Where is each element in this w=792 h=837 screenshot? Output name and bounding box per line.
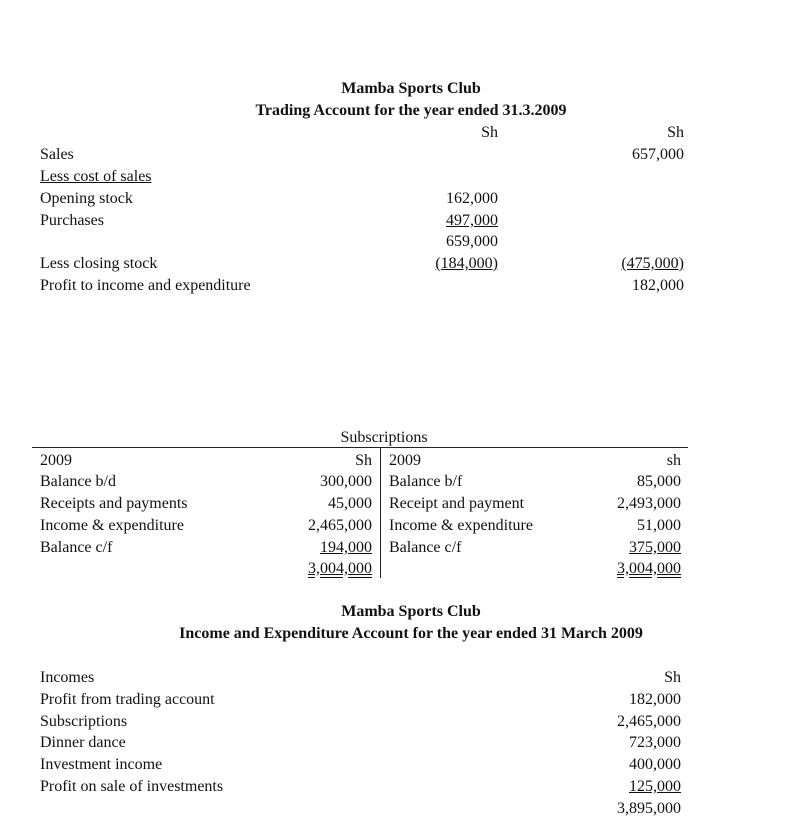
income-row-amount: 723,000	[629, 734, 681, 751]
income-row-label: Profit from trading account	[40, 691, 215, 708]
subs-left-label: Balance c/f	[40, 539, 113, 556]
subs-right-amount: 375,000	[629, 539, 681, 556]
income-row-amount: 2,465,000	[617, 713, 681, 730]
t-account-center-rule	[380, 447, 381, 578]
trading-row-col1: 497,000	[446, 212, 498, 229]
trading-row-label: Opening stock	[40, 190, 133, 207]
subs-right-currency: sh	[666, 452, 681, 469]
subs-right-amount: 85,000	[637, 473, 681, 490]
trading-row-label: Profit to income and expenditure	[40, 277, 251, 294]
income-row-label: Dinner dance	[40, 734, 126, 751]
subs-right-amount: 2,493,000	[617, 495, 681, 512]
trading-row-col2: 657,000	[632, 146, 684, 163]
subs-left-label: Balance b/d	[40, 473, 116, 490]
trading-row-label: Less closing stock	[40, 255, 158, 272]
trading-row-col1: (184,000)	[435, 255, 498, 272]
trading-title: Trading Account for the year ended 31.3.2009	[255, 102, 567, 119]
income-row-label: Investment income	[40, 756, 163, 773]
income-header-label: Incomes	[40, 669, 95, 686]
income-row-label: Profit on sale of investments	[40, 778, 224, 795]
subs-left-amount: 45,000	[328, 495, 372, 512]
trading-row-col2: (475,000)	[621, 255, 684, 272]
subs-right-label: Income & expenditure	[389, 517, 533, 534]
income-row-amount: 182,000	[629, 691, 681, 708]
trading-row-label: Less cost of sales	[40, 168, 152, 185]
trading-club-name: Mamba Sports Club	[341, 80, 481, 97]
subs-left-amount: 2,465,000	[308, 517, 372, 534]
trading-row-label: Purchases	[40, 212, 104, 229]
subs-right-label: Balance c/f	[389, 539, 462, 556]
income-row-label: Subscriptions	[40, 713, 128, 730]
subs-right-year: 2009	[389, 452, 421, 469]
t-account-top-rule	[32, 447, 688, 448]
trading-row-col1: 659,000	[446, 233, 498, 250]
subscriptions-title: Subscriptions	[340, 429, 428, 446]
income-row-amount: 400,000	[629, 756, 681, 773]
trading-row-col2: 182,000	[632, 277, 684, 294]
trading-row-label: Sales	[40, 146, 74, 163]
income-row-amount: 125,000	[629, 778, 681, 795]
income-club-name: Mamba Sports Club	[341, 603, 481, 620]
subs-left-amount: 194,000	[320, 539, 372, 556]
subs-left-amount: 300,000	[320, 473, 372, 490]
trading-col1-header: Sh	[481, 124, 498, 141]
income-currency: Sh	[664, 669, 681, 686]
trading-row-col1: 162,000	[446, 190, 498, 207]
subs-right-total: 3,004,000	[617, 560, 681, 577]
trading-col2-header: Sh	[667, 124, 684, 141]
subs-left-year: 2009	[40, 452, 72, 469]
income-title: Income and Expenditure Account for the year ended 31 March 2009	[179, 625, 643, 642]
subs-right-label: Balance b/f	[389, 473, 463, 490]
subs-right-amount: 51,000	[637, 517, 681, 534]
subs-left-label: Income & expenditure	[40, 517, 184, 534]
subs-left-total: 3,004,000	[308, 560, 372, 577]
subs-left-currency: Sh	[355, 452, 372, 469]
subs-right-label: Receipt and payment	[389, 495, 525, 512]
income-total: 3,895,000	[617, 800, 681, 817]
subs-left-label: Receipts and payments	[40, 495, 188, 512]
